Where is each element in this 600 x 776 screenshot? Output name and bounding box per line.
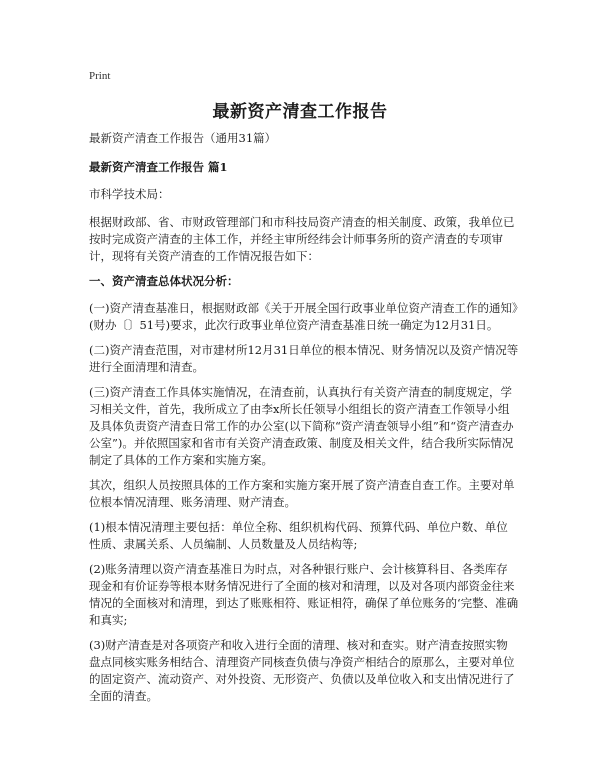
section-heading: 一、资产清查总体状况分析： [89, 274, 239, 288]
document-title: 最新资产清查工作报告 [212, 102, 388, 122]
document-body [89, 130, 519, 713]
paragraph-1: (一)资产清查基准日，根据财政部《关于开展全国行政事业单位资产清查工作的通知》(财办〔〕51号)要求，此次行政事业单位资产清查基准日统一确定为12月31日。 [89, 301, 518, 332]
greeting-line: 市科学技术局： [89, 187, 170, 201]
intro-paragraph: 根据财政部、省、市财政管理部门和市科技局资产清查的相关制度、政策，我单位已按时完成资产清查的主体工作，并经主审所经纬会计师事务所的资产清查的专项审计，现将有关资产清查的工作情况报告如下： [89, 215, 515, 263]
paragraph-4: 其次，组织人员按照具体的工作方案和实施方案开展了资产清查自查工作。主要对单位根本情况清理、账务清理、财产清查。 [89, 478, 515, 509]
document-subtitle: 最新资产清查工作报告（通用31篇） [89, 131, 277, 145]
paragraph-2: (二)资产清查范围，对市建材所12月31日单位的根本情况、财务情况以及资产情况等进行全面清理和清查。 [89, 343, 519, 374]
paragraph-5: (1)根本情况清理主要包括：单位全称、组织机构代码、预算代码、单位户数、单位性质、隶属关系、人员编制、人员数量及人员结构等; [89, 520, 508, 551]
paragraph-3: (三)资产清查工作具体实施情况，在清查前，认真执行有关资产清查的制度规定，学习相关文件，首先，我所成立了由李x所长任领导小组组长的资产清查工作领导小组及具体负责资产清查日常工作的办公室(以下简称“资产清查领导小组”和“资产清查办公室”)。并依照国家和省市有关资产清查政策、制度及相关文件，结合我所实际情况制定了具体的工作方案和实施方案。 [89, 385, 514, 467]
print-label: Print [89, 70, 111, 82]
paragraph-7: (3)财产清查是对各项资产和收入进行全面的清理、核对和查实。财产清查按照实物盘点同核实账务相结合、清理资产同核查负债与净资产相结合的原那么，主要对单位的固定资产、流动资产、对外投资、无形资产、负债以及单位收入和支出情况进行了全面的清查。 [89, 638, 515, 703]
article-heading: 最新资产清查工作报告 篇1 [89, 160, 228, 174]
paragraph-6: (2)账务清理以资产清查基准日为时点，对各种银行账户、会计核算科目、各类库存现金和有价证券等根本财务情况进行了全面的核对和清理，以及对各项内部资金往来情况的全面核对和清理，到达了账账相符、账证相符，确保了单位账务的‘完整、准确和真实; [89, 562, 519, 627]
